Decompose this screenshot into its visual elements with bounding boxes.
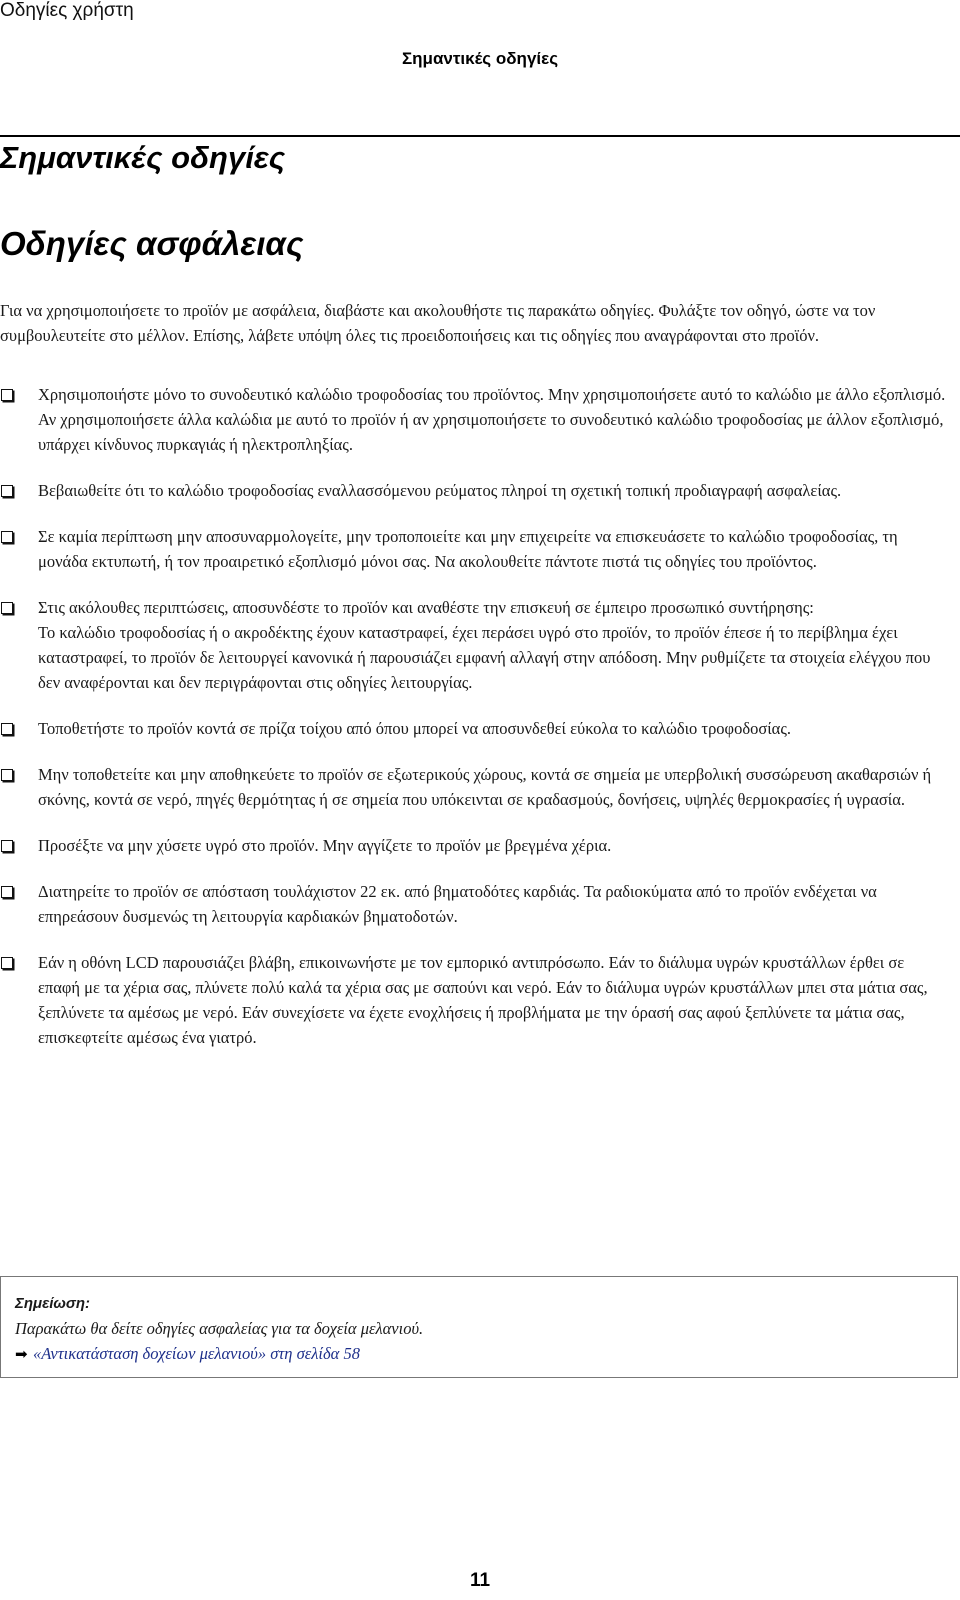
list-item [0, 595, 950, 695]
list-item-text: Σε καμία περίπτωση μην αποσυναρμολογείτε, μην τροποποιείτε και μην επιχειρείτε να επισκευάσετε το καλώδιο τροφοδοσίας, τη μονάδα εκτυπωτή, ή τον προαιρετικό εξοπλισμό μόνοι σας. Να ακολουθείτε πάντοτε πιστά τις οδηγίες του προϊόντος. [38, 527, 898, 571]
note-text: Παρακάτω θα δείτε οδηγίες ασφαλείας για τα δοχεία μελανιού. [15, 1319, 424, 1338]
running-header: Οδηγίες χρήστη [0, 0, 134, 21]
list-item [0, 716, 950, 741]
header-divider [0, 135, 960, 137]
list-item [0, 524, 950, 574]
list-item-subtext: Το καλώδιο τροφοδοσίας ή ο ακροδέκτης έχουν καταστραφεί, έχει περάσει υγρό στο προϊόν, το προϊόν έπεσε ή το περίβλημα έχει καταστραφεί, το προϊόν δε λειτουργεί κανονικά ή παρουσιάζει εμφανή αλλαγή στην απόδοση. Μην ρυθμίζετε τα στοιχεία ελέγχου που δεν αναφέρονται και δεν περιγράφονται στις οδηγίες λειτουργίας. [38, 623, 931, 692]
list-item-text: Χρησιμοποιήστε μόνο το συνοδευτικό καλώδιο τροφοδοσίας του προϊόντος. Μην χρησιμοποιήσετε αυτό το καλώδιο με άλλο εξοπλισμό. Αν χρησιμοποιήσετε άλλα καλώδια με αυτό το προϊόν ή αν χρησιμοποιήσετε το συνοδευτικό καλώδιο τροφοδοσίας με άλλον εξοπλισμό, υπάρχει κίνδυνος πυρκαγιάς ή ηλεκτροπληξίας. [38, 385, 946, 454]
checkbox-bullet-icon [1, 485, 13, 497]
list-item [0, 879, 950, 929]
checkbox-bullet-icon [1, 957, 13, 969]
list-item-text: Στις ακόλουθες περιπτώσεις, αποσυνδέστε το προϊόν και αναθέστε την επισκευή σε έμπειρο προσωπικό συντήρησης: [38, 598, 814, 617]
note-link-row[interactable] [15, 1341, 943, 1367]
cross-reference-link[interactable]: «Αντικατάσταση δοχείων μελανιού» στη σελίδα 58 [33, 1344, 360, 1363]
arrow-right-icon: ➡ [15, 1345, 28, 1363]
checkbox-bullet-icon [1, 389, 13, 401]
checkbox-bullet-icon [1, 840, 13, 852]
list-item-text: Διατηρείτε το προϊόν σε απόσταση τουλάχιστον 22 εκ. από βηματοδότες καρδιάς. Τα ραδιοκύματα από το προϊόν ενδέχεται να επηρεάσουν δυσμενώς τη λειτουργία καρδιακών βηματοδοτών. [38, 882, 877, 926]
page-number: 11 [469, 1570, 491, 1591]
checkbox-bullet-icon [1, 602, 13, 614]
note-box [0, 1276, 958, 1378]
checkbox-bullet-icon [1, 769, 13, 781]
section-header: Σημαντικές οδηγίες [401, 49, 559, 68]
list-item [0, 478, 950, 503]
safety-instructions-list [0, 382, 950, 1071]
list-item-text: Τοποθετήστε το προϊόν κοντά σε πρίζα τοίχου από όπου μπορεί να αποσυνδεθεί εύκολα το καλώδιο τροφοδοσίας. [38, 719, 791, 738]
list-item [0, 382, 950, 457]
list-item-text: Προσέξτε να μην χύσετε υγρό στο προϊόν. Μην αγγίζετε το προϊόν με βρεγμένα χέρια. [38, 836, 612, 855]
list-item [0, 950, 950, 1050]
checkbox-bullet-icon [1, 531, 13, 543]
list-item-text: Εάν η οθόνη LCD παρουσιάζει βλάβη, επικοινωνήστε με τον εμπορικό αντιπρόσωπο. Εάν το διάλυμα υγρών κρυστάλλων έρθει σε επαφή με τα χέρια σας, πλύνετε πολύ καλά τα χέρια σας με σαπούνι και νερό. Εάν το διάλυμα υγρών κρυστάλλων μπει στα μάτια σας, ξεπλύνετε τα αμέσως με νερό. Εάν συνεχίσετε να έχετε ενοχλήσεις ή προβλήματα με την όρασή σας αφού ξεπλύνετε τα μάτια σας, επισκεφτείτε αμέσως ένα γιατρό. [38, 953, 928, 1047]
list-item [0, 762, 950, 812]
note-label: Σημείωση: [15, 1295, 91, 1312]
chapter-title: Σημαντικές οδηγίες [0, 140, 286, 175]
list-item [0, 833, 950, 858]
checkbox-bullet-icon [1, 886, 13, 898]
checkbox-bullet-icon [1, 723, 13, 735]
list-item-text: Μην τοποθετείτε και μην αποθηκεύετε το προϊόν σε εξωτερικούς χώρους, κοντά σε σημεία με υπερβολική συσσώρευση ακαθαρσιών ή σκόνης, κοντά σε νερό, πηγές θερμότητας ή σε σημεία που υπόκεινται σε κραδασμούς, δονήσεις, υψηλές θερμοκρασίες ή υγρασία. [38, 765, 932, 809]
intro-paragraph: Για να χρησιμοποιήσετε το προϊόν με ασφάλεια, διαβάστε και ακολουθήστε τις παρακάτω οδηγίες. Φυλάξτε τον οδηγό, ώστε να τον συμβουλευτείτε στο μέλλον. Επίσης, λάβετε υπόψη όλες τις προειδοποιήσεις και τις οδηγίες που αναγράφονται στο προϊόν. [0, 301, 876, 345]
list-item-text: Βεβαιωθείτε ότι το καλώδιο τροφοδοσίας εναλλασσόμενου ρεύματος πληροί τη σχετική τοπική προδιαγραφή ασφαλείας. [38, 481, 842, 500]
section-title: Οδηγίες ασφάλειας [0, 225, 304, 262]
